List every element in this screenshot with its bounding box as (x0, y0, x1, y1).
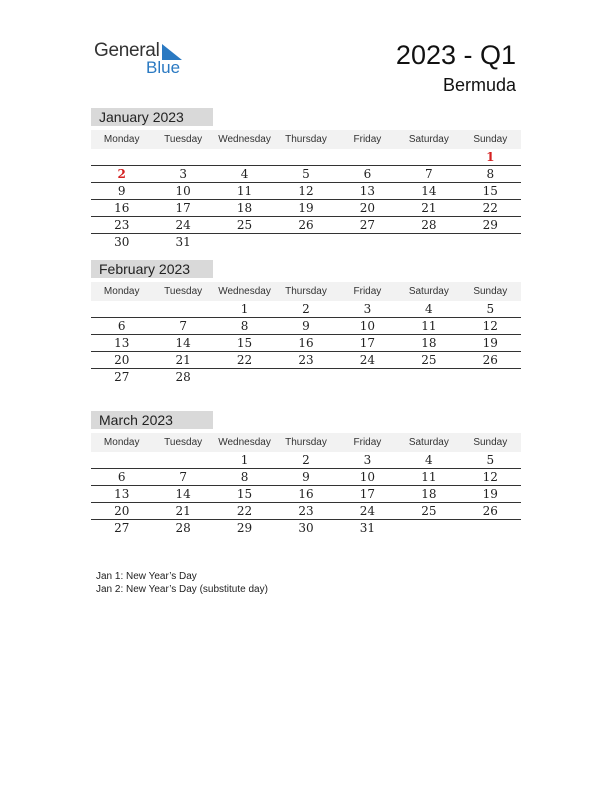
day-cell: 19 (482, 487, 498, 501)
day-cell: 3 (179, 167, 187, 181)
day-cell: 31 (175, 235, 191, 249)
day-cell: 22 (236, 353, 253, 367)
day-cell: 10 (359, 470, 376, 484)
day-cell: 9 (117, 184, 126, 198)
day-cell: 20 (114, 353, 130, 367)
weekday-label: Friday (353, 134, 382, 145)
day-cell: 1 (240, 453, 249, 467)
day-cell: 2 (302, 453, 310, 467)
weekday-label: Monday (103, 286, 140, 297)
day-cell: 6 (117, 470, 126, 484)
day-cell: 23 (298, 353, 314, 367)
day-cell: 20 (114, 504, 130, 518)
week-row (91, 486, 521, 503)
day-cell: 22 (236, 504, 253, 518)
day-cell: 8 (486, 167, 495, 181)
day-cell: 24 (359, 353, 376, 367)
day-cell: 21 (421, 201, 437, 215)
page-title: 2023 - Q1 (395, 40, 516, 70)
day-cell: 29 (236, 521, 253, 535)
day-cell: 10 (175, 184, 191, 198)
day-cell: 6 (117, 319, 126, 333)
day-cell: 11 (421, 470, 437, 484)
day-cell: 8 (240, 319, 249, 333)
weekday-header-row (91, 130, 521, 149)
day-cell: 12 (482, 470, 498, 484)
day-cell: 28 (421, 218, 437, 232)
weekday-label: Sunday (473, 437, 508, 448)
day-cell: 24 (359, 504, 376, 518)
day-cell: 7 (425, 167, 433, 181)
week-row (91, 301, 521, 318)
day-cell: 17 (359, 336, 376, 350)
week-row (91, 520, 521, 536)
day-cell: 14 (421, 184, 437, 198)
day-cell: 16 (298, 487, 314, 501)
week-row (91, 335, 521, 352)
day-cell: 18 (421, 336, 437, 350)
weekday-header-row (91, 282, 521, 301)
day-cell: 23 (114, 218, 130, 232)
day-cell: 17 (175, 201, 191, 215)
month-label: March 2023 (91, 411, 213, 429)
day-cell: 26 (482, 353, 498, 367)
week-row (91, 452, 521, 469)
day-cell: 15 (236, 336, 253, 350)
day-cell: 12 (298, 184, 314, 198)
day-cell: 2 (302, 302, 310, 316)
day-cell: 28 (175, 521, 191, 535)
day-cell: 21 (175, 353, 191, 367)
generalblue-logo (94, 40, 194, 80)
weekday-label: Saturday (408, 286, 449, 297)
day-cell: 5 (302, 167, 310, 181)
day-cell: 30 (114, 235, 130, 249)
day-cell: 16 (114, 201, 130, 215)
day-cell: 24 (175, 218, 191, 232)
day-cell: 23 (298, 504, 314, 518)
day-cell: 19 (482, 336, 498, 350)
day-cell: 22 (482, 201, 498, 215)
weekday-label: Thursday (285, 134, 327, 145)
week-row (91, 217, 521, 234)
weekday-label: Wednesday (218, 437, 271, 448)
day-cell: 1 (240, 302, 249, 316)
weekday-label: Friday (353, 286, 382, 297)
day-cell: 15 (236, 487, 253, 501)
day-cell: 20 (359, 201, 376, 215)
day-cell: 8 (240, 470, 249, 484)
day-cell: 12 (482, 319, 498, 333)
weekday-label: Monday (103, 437, 140, 448)
holiday-note: Jan 2: New Year’s Day (substitute day) (96, 584, 268, 595)
day-cell: 7 (179, 319, 187, 333)
weekday-label: Tuesday (164, 134, 203, 145)
weekday-label: Wednesday (218, 286, 271, 297)
day-cell: 4 (425, 453, 433, 467)
day-cell: 25 (421, 504, 437, 518)
weekday-label: Tuesday (164, 286, 203, 297)
day-cell: 31 (359, 521, 376, 535)
weekday-label: Saturday (408, 437, 449, 448)
holiday-note: Jan 1: New Year’s Day (96, 571, 197, 582)
day-cell: 27 (114, 521, 130, 535)
holiday-notes (96, 570, 268, 596)
week-row (91, 183, 521, 200)
day-cell: 2 (117, 167, 126, 181)
logo-word-blue: Blue (146, 58, 181, 77)
day-cell: 14 (175, 487, 191, 501)
day-cell: 1 (486, 150, 495, 164)
day-cell: 16 (298, 336, 314, 350)
day-cell: 5 (486, 302, 495, 316)
weekday-label: Wednesday (218, 134, 271, 145)
day-cell: 10 (359, 319, 376, 333)
day-cell: 18 (421, 487, 437, 501)
week-row (91, 149, 521, 166)
day-cell: 13 (114, 336, 130, 350)
day-cell: 13 (359, 184, 376, 198)
month-calendar-march (91, 411, 521, 536)
month-calendar-february (91, 260, 521, 385)
weekday-label: Monday (103, 134, 140, 145)
weekday-label: Thursday (285, 286, 327, 297)
day-cell: 3 (363, 302, 372, 316)
week-row (91, 234, 521, 250)
day-cell: 27 (359, 218, 376, 232)
month-label: February 2023 (91, 260, 213, 278)
day-cell: 13 (114, 487, 130, 501)
weekday-label: Saturday (408, 134, 449, 145)
logo-word-general: General (94, 40, 160, 61)
week-row (91, 200, 521, 217)
month-label: January 2023 (91, 108, 213, 126)
day-cell: 30 (298, 521, 314, 535)
week-row (91, 352, 521, 369)
month-calendar-january (91, 108, 521, 250)
day-cell: 9 (302, 319, 310, 333)
week-row (91, 318, 521, 335)
day-cell: 26 (482, 504, 498, 518)
day-cell: 11 (236, 184, 253, 198)
day-cell: 21 (175, 504, 191, 518)
week-row (91, 469, 521, 486)
day-cell: 5 (486, 453, 495, 467)
day-cell: 3 (363, 453, 372, 467)
day-cell: 18 (236, 201, 253, 215)
day-cell: 4 (425, 302, 433, 316)
weekday-label: Sunday (473, 286, 508, 297)
day-cell: 15 (482, 184, 498, 198)
day-cell: 14 (175, 336, 191, 350)
day-cell: 7 (179, 470, 187, 484)
week-row (91, 166, 521, 183)
weekday-label: Tuesday (164, 437, 203, 448)
day-cell: 25 (421, 353, 437, 367)
day-cell: 4 (240, 167, 249, 181)
weekday-header-row (91, 433, 521, 452)
day-cell: 6 (363, 167, 372, 181)
week-row (91, 503, 521, 520)
day-cell: 19 (298, 201, 314, 215)
weekday-label: Friday (353, 437, 382, 448)
week-row (91, 369, 521, 385)
weekday-label: Thursday (285, 437, 327, 448)
country-name: Bermuda (442, 75, 516, 95)
day-cell: 9 (302, 470, 310, 484)
day-cell: 17 (359, 487, 376, 501)
day-cell: 29 (482, 218, 498, 232)
day-cell: 27 (114, 370, 130, 384)
day-cell: 26 (298, 218, 314, 232)
day-cell: 28 (175, 370, 191, 384)
weekday-label: Sunday (473, 134, 508, 145)
day-cell: 25 (236, 218, 253, 232)
day-cell: 11 (421, 319, 437, 333)
